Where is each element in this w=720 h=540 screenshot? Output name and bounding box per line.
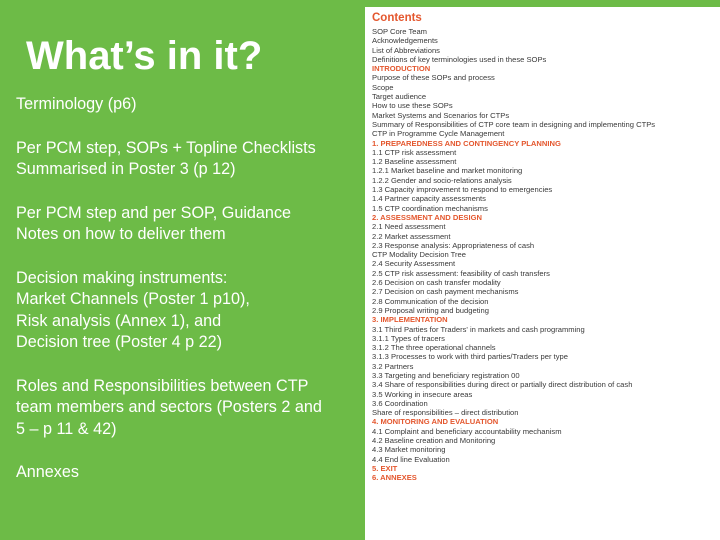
toc-section-heading: 6. ANNEXES <box>372 473 417 483</box>
toc-entry: 2.7 Decision on cash payment mechanisms <box>372 287 519 297</box>
toc-entry: 2.1 Need assessment <box>372 222 446 232</box>
toc-entry: Scope <box>372 82 394 92</box>
bullet-item: Decision making instruments: Market Channels (Poster 1 p10), Risk analysis (Annex 1), and Decision tree (Poster 4 p 22) <box>16 268 250 351</box>
bullet-item: Terminology (p6) <box>16 95 137 113</box>
toc-entry: Share of responsibilities – direct distribution <box>372 408 519 418</box>
toc-entry: 1.4 Partner capacity assessments <box>372 194 486 204</box>
toc-entry: Acknowledgements <box>372 36 438 46</box>
toc-entry: 1.5 CTP coordination mechanisms <box>372 203 488 213</box>
toc-entry: Market Systems and Scenarios for CTPs <box>372 110 510 120</box>
bullet-item: Per PCM step, SOPs + Topline Checklists Summarised in Poster 3 (p 12) <box>16 138 316 178</box>
toc-entry: Purpose of these SOPs and process <box>372 73 495 83</box>
toc-entry: List of Abbreviations <box>372 45 440 55</box>
contents-title: Contents <box>372 12 422 24</box>
table-of-contents <box>372 27 720 483</box>
toc-entry: SOP Core Team <box>372 27 428 36</box>
toc-entry: 4.2 Baseline creation and Monitoring <box>372 436 496 446</box>
toc-entry: 1.1 CTP risk assessment <box>372 147 457 157</box>
toc-entry: 3.1.2 The three operational channels <box>372 343 496 353</box>
toc-section-heading: 5. EXIT <box>372 463 398 473</box>
toc-entry: 2.9 Proposal writing and budgeting <box>372 305 489 315</box>
bullet-item: Roles and Responsibilities between CTP team members and sectors (Posters 2 and 5 – p 11 & 42) <box>16 376 322 438</box>
toc-entry: 2.4 Security Assessment <box>372 259 456 269</box>
toc-entry: 2.5 CTP risk assessment: feasibility of cash transfers <box>372 268 550 278</box>
toc-entry: 1.2.1 Market baseline and market monitoring <box>372 166 523 176</box>
slide-title: What’s in it? <box>26 34 263 78</box>
toc-entry: 1.2.2 Gender and socio-relations analysis <box>372 175 512 185</box>
contents-page-image <box>365 7 720 540</box>
bullet-list <box>16 94 361 506</box>
toc-entry: 4.1 Complaint and beneficiary accountability mechanism <box>372 426 562 436</box>
toc-entry: 2.2 Market assessment <box>372 231 451 241</box>
toc-section-heading: INTRODUCTION <box>372 64 431 74</box>
bullet-item: Annexes <box>16 463 79 481</box>
toc-entry: 3.5 Working in insecure areas <box>372 389 473 399</box>
toc-entry: 3.3 Targeting and beneficiary registration 00 <box>372 370 520 380</box>
toc-entry: Definitions of key terminologies used in these SOPs <box>372 54 547 64</box>
toc-entry: How to use these SOPs <box>372 101 453 111</box>
toc-section-heading: 3. IMPLEMENTATION <box>372 315 448 325</box>
toc-entry: 3.1 Third Parties for Traders' in markets and cash programming <box>372 324 585 334</box>
toc-entry: 1.3 Capacity improvement to respond to emergencies <box>372 185 553 195</box>
toc-section-heading: 4. MONITORING AND EVALUATION <box>372 417 499 427</box>
toc-entry: 2.8 Communication of the decision <box>372 296 489 306</box>
toc-entry: 1.2 Baseline assessment <box>372 157 457 167</box>
toc-entry: 3.4 Share of responsibilities during direct or partially direct distribution of cash <box>372 380 633 390</box>
toc-entry: 2.3 Response analysis: Appropriateness of cash <box>372 240 535 250</box>
toc-entry: CTP Modality Decision Tree <box>372 250 466 260</box>
toc-entry: 3.2 Partners <box>372 361 414 371</box>
toc-entry: 3.1.1 Types of tracers <box>372 333 445 343</box>
toc-entry: 4.4 End line Evaluation <box>372 454 450 464</box>
toc-section-heading: 1. PREPAREDNESS AND CONTINGENCY PLANNING <box>372 138 561 148</box>
toc-entry: CTP in Programme Cycle Management <box>372 129 505 139</box>
toc-entry: Summary of Responsibilities of CTP core team in designing and implementing CTPs <box>372 119 656 129</box>
bullet-item: Per PCM step and per SOP, Guidance Notes on how to deliver them <box>16 203 292 243</box>
toc-section-heading: 2. ASSESSMENT AND DESIGN <box>372 212 482 222</box>
toc-entry: 2.6 Decision on cash transfer modality <box>372 278 501 288</box>
toc-entry: Target audience <box>372 92 427 102</box>
toc-entry: 4.3 Market monitoring <box>372 445 446 455</box>
toc-entry: 3.1.3 Processes to work with third parties/Traders per type <box>372 352 568 362</box>
toc-entry: 3.6 Coordination <box>372 398 428 408</box>
